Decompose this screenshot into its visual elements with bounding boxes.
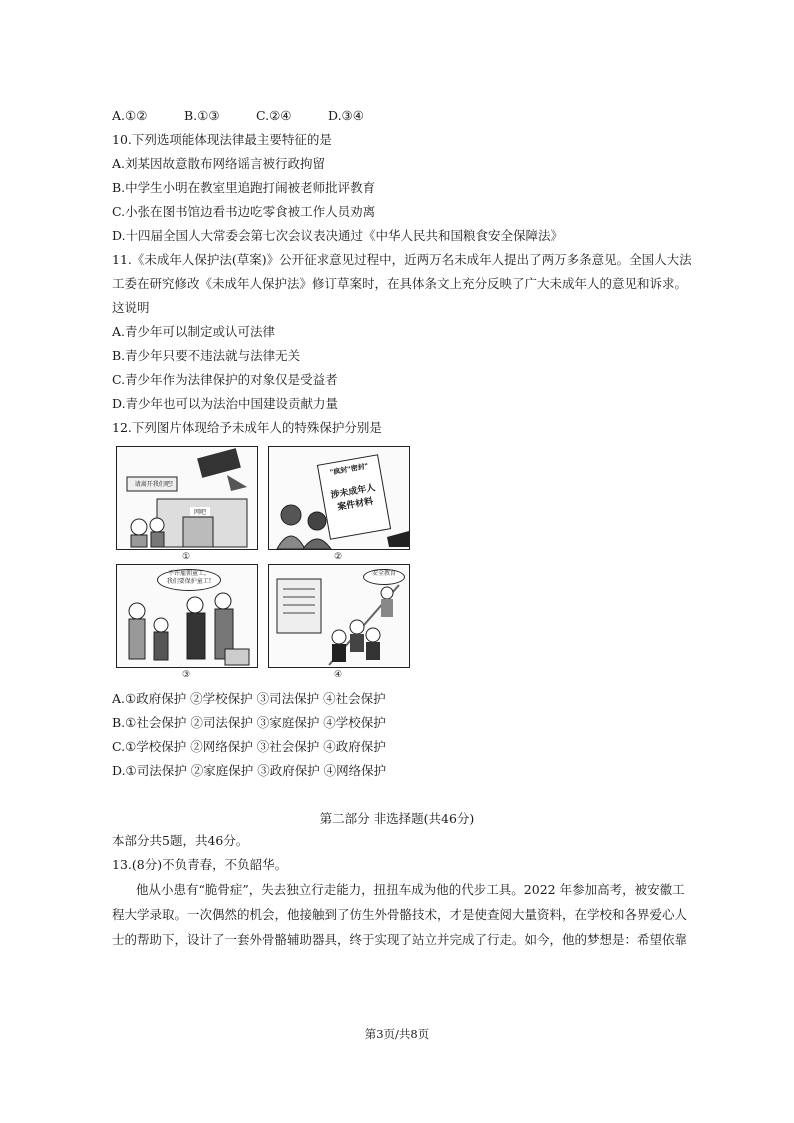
image-caption-3: ③: [181, 670, 191, 680]
q12-option-b: B.①社会保护 ②司法保护 ③家庭保护 ④学校保护: [112, 715, 386, 730]
q12-stem: 12.下列图片体现给予未成年人的特殊保护分别是: [112, 420, 382, 435]
q9-option-a: A.①②: [112, 108, 148, 123]
image-caption-1: ①: [181, 552, 191, 562]
q12-option-c: C.①学校保护 ②网络保护 ③社会保护 ④政府保护: [112, 739, 386, 754]
image-caption-2: ②: [333, 552, 343, 562]
q12-option-d: D.①司法保护 ②家庭保护 ③政府保护 ④网络保护: [112, 763, 387, 778]
cartoon-3-speech-line-1: 不许雇佣童工，: [167, 570, 210, 577]
q9-options: [112, 108, 364, 124]
cartoon-1-speech: 请离开我们吧!: [134, 481, 174, 488]
document-title-line-1: 涉未成年人: [330, 483, 377, 501]
cartoon-panel-4: [268, 564, 410, 668]
q9-option-c: C.②④: [256, 108, 292, 123]
q10-option-c: C.小张在图书馆边看书边吃零食被工作人员劝离: [112, 204, 376, 219]
q10-option-d: D.十四届全国人大常委会第七次会议表决通过《中华人民共和国粮食安全保障法》: [112, 228, 564, 243]
q10-option-a: A.刘某因故意散布网络谣言被行政拘留: [112, 156, 326, 171]
q13-title: 13.(8分)不负青春，不负韶华。: [112, 857, 288, 872]
cartoon-panel-2: [268, 446, 410, 550]
q12-option-a: A.①政府保护 ②学校保护 ③司法保护 ④社会保护: [112, 691, 386, 706]
document-title-line-2: 案件材料: [336, 496, 374, 513]
q10-option-b: B.中学生小明在教室里追跑打闹被老师批评教育: [112, 180, 376, 195]
cartoon-4-speech-bubble: 安全教育: [363, 569, 405, 585]
q9-option-b: B.①③: [184, 108, 220, 123]
q11-option-b: B.青少年只要不违法就与法律无关: [112, 348, 301, 363]
q11-option-c: C.青少年作为法律保护的对象仅是受益者: [112, 372, 338, 387]
part2-title: 第二部分 非选择题(共46分): [319, 811, 475, 826]
q9-option-d: D.③④: [328, 108, 364, 123]
cartoon-3-speech-bubble: [157, 569, 221, 591]
q10-stem: 10.下列选项能体现法律最主要特征的是: [112, 132, 332, 147]
q11-option-d: D.青少年也可以为法治中国建设贡献力量: [112, 396, 339, 411]
q11-stem-line-1: 11.《未成年人保护法(草案)》公开征求意见过程中，近两万名未成年人提出了两万多条意见。全国人大法: [112, 252, 692, 267]
q13-paragraph-line-2: 程大学录取。一次偶然的机会，他接触到了仿生外骨骼技术，才是使查阅大量资料，在学校和各界爱心人: [112, 907, 688, 922]
q13-paragraph-line-3: 士的帮助下，设计了一套外骨骼辅助器具，终于实现了站立并完成了行走。如今，他的梦想是：希望依靠: [112, 932, 688, 947]
q11-stem-line-2: 工委在研究修改《未成年人保护法》修订草案时，在具体条文上充分反映了广大未成年人的意见和诉求。: [112, 276, 688, 291]
page-footer: 第3页/共8页: [364, 1027, 430, 1041]
sealed-document: [317, 454, 391, 540]
image-caption-4: ④: [333, 670, 343, 680]
cartoon-3-speech-line-2: 我们要保护童工!: [166, 578, 212, 585]
cartoon-1-sign: 网吧: [190, 507, 210, 516]
cartoon-panel-3: [116, 564, 258, 668]
q11-option-a: A.青少年可以制定或认可法律: [112, 324, 276, 339]
cartoon-panel-1: [116, 446, 258, 550]
q11-stem-line-3: 这说明: [112, 300, 150, 315]
cartoon-internet-cafe-illustration: [117, 447, 257, 549]
document-seal-label: "疯封"密封": [329, 461, 370, 477]
part2-intro: 本部分共5题，共46分。: [112, 833, 249, 848]
q13-paragraph-line-1: 他从小患有“脆骨症”，失去独立行走能力，扭扭车成为他的代步工具。2022 年参加高考，被安徽工: [136, 882, 685, 897]
